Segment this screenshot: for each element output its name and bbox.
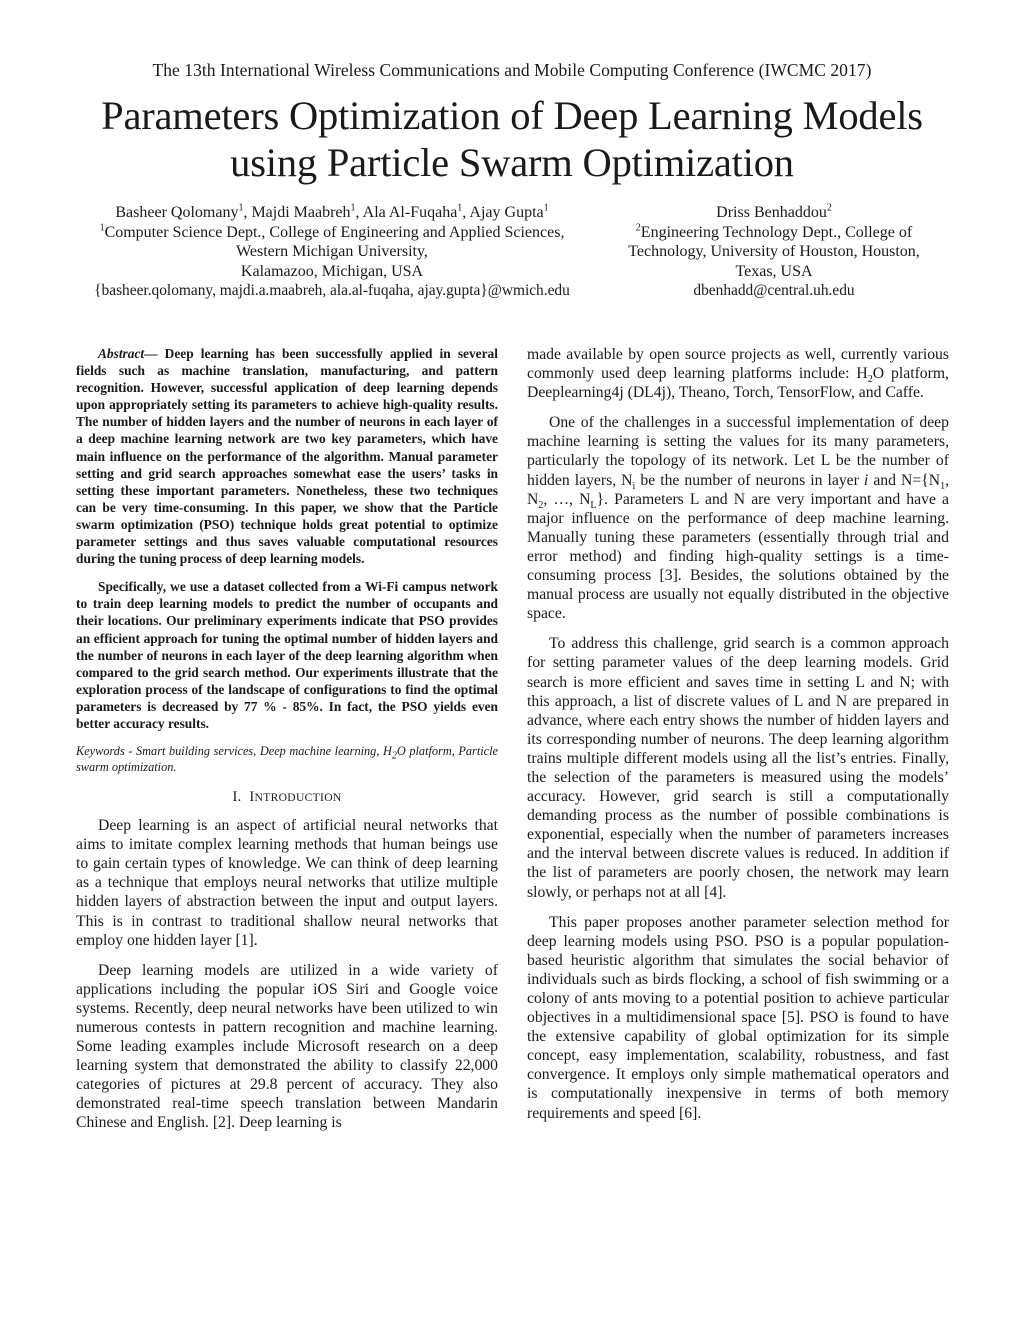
title-line-1: Parameters Optimization of Deep Learning Models [101,93,923,138]
abstract-paragraph-1: Abstract— Deep learning has been successfully applied in several fields such as machine translation, manufacturing, and pattern recognition. However, successful application of deep learning depends upon appropriately setting its parameters to achieve high-quality results. The number of hidden layers and the number of neurons in each layer of a deep machine learning network are two key parameters, which have main influence on the performance of the algorithm. Manual parameter setting and grid search approaches somewhat ease the users’ tasks in setting these important parameters. Nonetheless, these two techniques can be very time-consuming. In this paper, we show that the Particle swarm optimization (PSO) technique holds great potential to optimize parameter settings and thus saves valuable computational resources during the tuning process of deep learning models. [76,346,498,567]
right-paragraph-2: One of the challenges in a successful implementation of deep machine learning is setting the values for its many parameters, particularly the topology of its network. Let L be the number of hidden layers, $N_i$ be the number of neurons in layer i and $N=\{N_1$, $N_2$, …, $N_L$}. Parameters L and N are very important and have a major influence on the performance of deep machine learning. Manually tuning these parameters (essentially through trial and error method) and finding high-quality settings is a time-consuming process [3]. Besides, the solutions obtained by the manual process are usually not equally distributed in the objective space. [527,414,949,623]
left-column [76,345,498,1144]
affiliation-right-line-1: $^2$Engineering Technology Dept., College of [635,222,913,241]
author-names: Basheer Qolomany$^1$, Majdi Maabreh$^1$, Ala Al-Fuqaha$^1$, Ajay Gupta$^1$ [115,202,549,221]
affiliation-line-3: Kalamazoo, Michigan, USA [240,262,424,280]
author-email-right: dbenhadd@central.uh.edu [693,282,855,299]
intro-paragraph-1: Deep learning is an aspect of artificial neural networks that aims to imitate complex learning methods that human beings use to gain certain types of knowledge. We can think of deep learning as a technique that employs neural networks that utilize multiple hidden layers of abstraction between the input and output layers. This is in contrast to traditional shallow neural networks that employ one hidden layer [1]. [76,817,498,949]
affiliation-right-line-2: Technology, University of Houston, Houston, [628,243,920,260]
keywords: Keywords - Smart building services, Deep machine learning, $H_2O$ platform, Particle swarm optimization. [76,744,498,775]
author-name-right: Driss Benhaddou$^2$ [716,202,832,221]
title-line-2: using Particle Swarm Optimization [230,140,794,185]
right-column [527,345,949,1134]
affiliation-line-1: $^1$Computer Science Dept., College of Engineering and Applied Sciences, [99,222,565,241]
conference-header: The 13th International Wireless Communications and Mobile Computing Conference (IWCMC 2017) [152,60,872,80]
affiliation-line-2: Western Michigan University, [236,243,428,260]
paper-title [0,92,1024,186]
authors-right-block [598,203,950,301]
author-email-left: {basheer.qolomany, majdi.a.maabreh, ala.al-fuqaha, ajay.gupta}@wmich.edu [94,282,570,299]
right-paragraph-1: made available by open source projects as well, currently various commonly used deep learning platforms include: $H_2O$ platform, Deeplearning4j (DL4j), Theano, Torch, TensorFlow, and Caffe. [527,346,949,402]
right-paragraph-3: To address this challenge, grid search is a common approach for setting parameter values of the deep learning models. Grid search is more efficient and saves time in setting L and N; with this approach, a list of discrete values of L and N are prepared in advance, where each entry shows the number of hidden layers and its corresponding number of neurons. The deep learning algorithm trains multiple different models using all the list’s entries. Finally, the selection of the parameters is measured using the models’ accuracy. However, grid search is still a computationally demanding process as the number of possible combinations is exponential, especially when the number of parameters increases and the interval between discrete values is reduced. In addition if the list of parameters are poorly chosen, the network may learn slowly, or perhaps not at all [4]. [527,635,949,901]
right-paragraph-4: This paper proposes another parameter selection method for deep learning models using PSO. PSO is a popular population-based heuristic algorithm that simulates the social behavior of individuals such as birds flocking, a school of fish swimming or a colony of ants moving to a potential position to achieve particular objectives in a multidimensional space [5]. PSO is found to have the extensive capability of global optimization for its simple concept, easy implementation, scalability, robustness, and fast convergence. It employs only simple mathematical operators and is computationally inexpensive in terms of both memory requirements and speed [6]. [527,913,949,1122]
abstract-paragraph-2: Specifically, we use a dataset collected from a Wi-Fi campus network to train deep learning models to predict the number of occupants and their locations. Our preliminary experiments indicate that PSO provides an efficient approach for tuning the optimal number of hidden layers and the number of neurons in each layer of the deep learning algorithm when compared to the grid search method. Our experiments illustrate that the exploration process of the landscape of configurations to find the optimal parameters is decreased by 77 % - 85%. In fact, the PSO yields even better accuracy results. [76,579,498,731]
affiliation-right-line-3: Texas, USA [735,262,813,280]
section-heading-introduction: I. INTRODUCTION [232,789,342,806]
authors-left-block [58,203,606,301]
intro-paragraph-2: Deep learning models are utilized in a wide variety of applications including the popular iOS Siri and Google voice systems. Recently, deep neural networks have been utilized to win numerous contests in pattern recognition and machine learning. Some leading examples include Microsoft research on a deep learning system that demonstrated the ability to classify 22,000 categories of pictures at 29.8 percent of accuracy. They also demonstrated real-time speech translation between Mandarin Chinese and English. [2]. Deep learning is [76,961,498,1132]
